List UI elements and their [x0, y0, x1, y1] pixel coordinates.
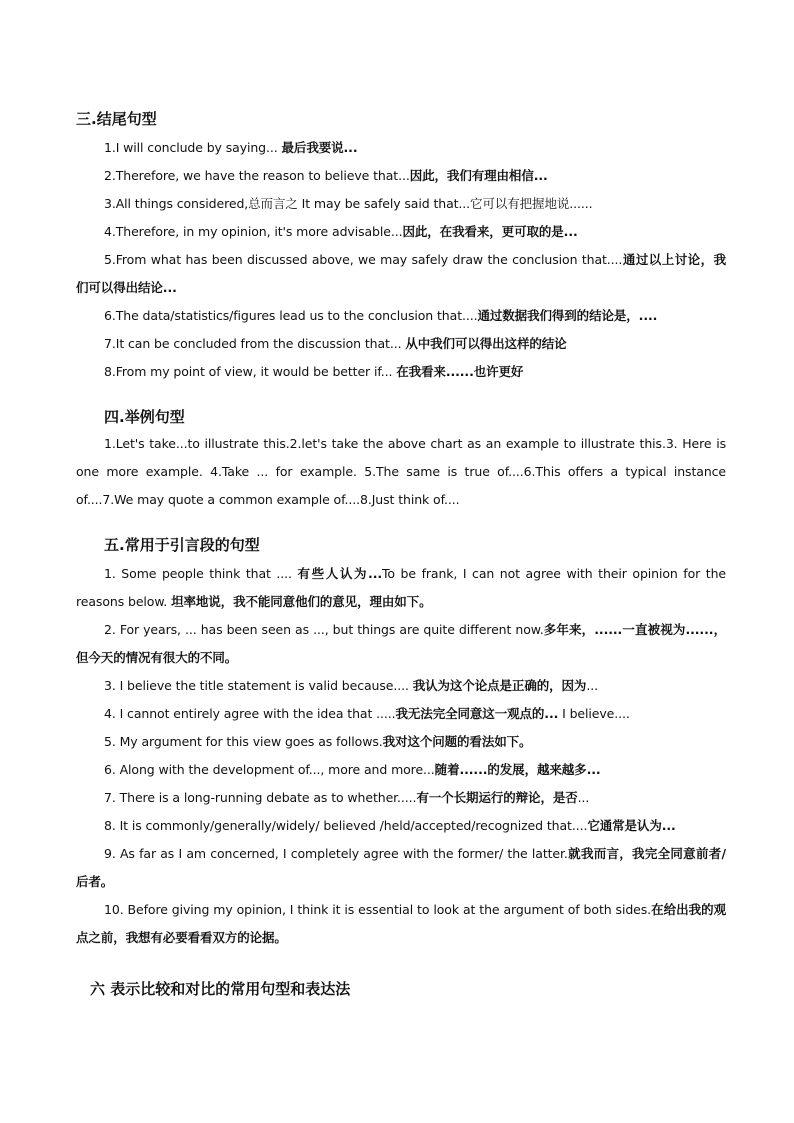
section-3-heading: 三.结尾句型 [76, 110, 157, 128]
item-chinese: 它通常是认为... [587, 818, 676, 833]
item-english: 9. As far as I am concerned, I completely agree with the former/ the latter. [104, 846, 568, 861]
item-chinese: 通过数据我们得到的结论是，.... [477, 308, 658, 323]
item-english: 7. There is a long-running debate as to whether..... [104, 790, 417, 805]
item-english: 8. It is commonly/generally/widely/ believed /held/accepted/recognized that.... [104, 818, 588, 833]
item-chinese-cont: 坦率地说，我不能同意他们的意见，理由如下。 [171, 594, 432, 609]
document-page [76, 108, 726, 1000]
item-chinese: 因此，我们有理由相信... [409, 168, 548, 183]
item-chinese: 我对这个问题的看法如下。 [382, 734, 532, 749]
list-item [76, 358, 726, 386]
item-chinese: 就我而言，我完全同意前者/后者。 [76, 846, 726, 889]
item-english-cont: I believe.... [558, 706, 630, 721]
list-item [76, 162, 726, 190]
list-item [76, 896, 726, 952]
section-4-text: 1.Let's take...to illustrate this.2.let's take the above chart as an example to illustrate this.3. Here is one more example. 4.Take ... for example. 5.The same is true of....6.This offers a typical instance of....7.We may quote a common example of....8.Just think of.... [76, 436, 726, 507]
list-item [76, 302, 726, 330]
section-6-heading: 六 表示比较和对比的常用句型和表达法 [90, 980, 351, 998]
item-english: 6. Along with the development of..., more and more... [104, 762, 435, 777]
item-english: 2. For years, ... has been seen as ..., but things are quite different now. [104, 622, 544, 637]
item-chinese: 有些人认为... [297, 566, 383, 581]
item-english-cont: To be frank, I can not agree with their opinion for the reasons below. [76, 566, 726, 609]
list-item [76, 190, 726, 218]
item-english-cont: ... [586, 678, 598, 693]
section-5-list [76, 560, 726, 952]
item-chinese: 我认为这个论点是正确的，因为 [412, 678, 587, 693]
item-chinese: 多年来，......一直被视为......，但今天的情况有很大的不同。 [76, 622, 726, 665]
item-english: 8.From my point of view, it would be better if... [104, 364, 397, 379]
item-english: 1.I will conclude by saying... [104, 140, 282, 155]
item-english: 3. I believe the title statement is valid because.... [104, 678, 413, 693]
list-item [76, 560, 726, 616]
item-chinese: 在给出我的观点之前，我想有必要看看双方的论据。 [76, 902, 726, 945]
item-english: 10. Before giving my opinion, I think it is essential to look at the argument of both sides. [104, 902, 652, 917]
item-english: 5. My argument for this view goes as follows. [104, 734, 383, 749]
list-item [76, 330, 726, 358]
item-chinese: 随着......的发展，越来越多... [434, 762, 601, 777]
section-4-body [76, 430, 726, 514]
section-3-list [76, 134, 726, 386]
list-item [76, 134, 726, 162]
list-item [76, 246, 726, 302]
item-english: 1. Some people think that .... [104, 566, 298, 581]
section-5-heading: 五.常用于引言段的句型 [104, 536, 260, 554]
item-english: 4. I cannot entirely agree with the idea that ..... [104, 706, 396, 721]
item-chinese: 从中我们可以得出这样的结论 [405, 336, 567, 351]
item-english-cont: ... [577, 790, 590, 805]
item-english: 4.Therefore, in my opinion, it's more advisable... [104, 224, 403, 239]
item-chinese: 有一个长期运行的辩论，是否 [416, 790, 578, 805]
list-item [76, 756, 726, 784]
list-item [76, 812, 726, 840]
item-chinese: 最后我要说... [281, 140, 358, 155]
item-chinese: 通过以上讨论，我们可以得出结论... [76, 252, 726, 295]
section-4-heading: 四.举例句型 [104, 408, 185, 426]
list-item [76, 218, 726, 246]
item-english: 3.All things considered,总而言之 It may be safely said that...它可以有把握地说...... [104, 196, 593, 211]
item-chinese: 我无法完全同意这一观点的... [395, 706, 559, 721]
list-item [76, 728, 726, 756]
item-chinese: 因此，在我看来，更可取的是... [402, 224, 578, 239]
item-english: 5.From what has been discussed above, we may safely draw the conclusion that.... [104, 252, 623, 267]
item-english: 6.The data/statistics/figures lead us to the conclusion that.... [104, 308, 478, 323]
list-item [76, 672, 726, 700]
list-item [76, 840, 726, 896]
item-english: 2.Therefore, we have the reason to believe that... [104, 168, 410, 183]
item-chinese: 在我看来......也许更好 [396, 364, 524, 379]
list-item [76, 616, 726, 672]
list-item [76, 784, 726, 812]
list-item [76, 700, 726, 728]
item-english: 7.It can be concluded from the discussion that... [104, 336, 406, 351]
